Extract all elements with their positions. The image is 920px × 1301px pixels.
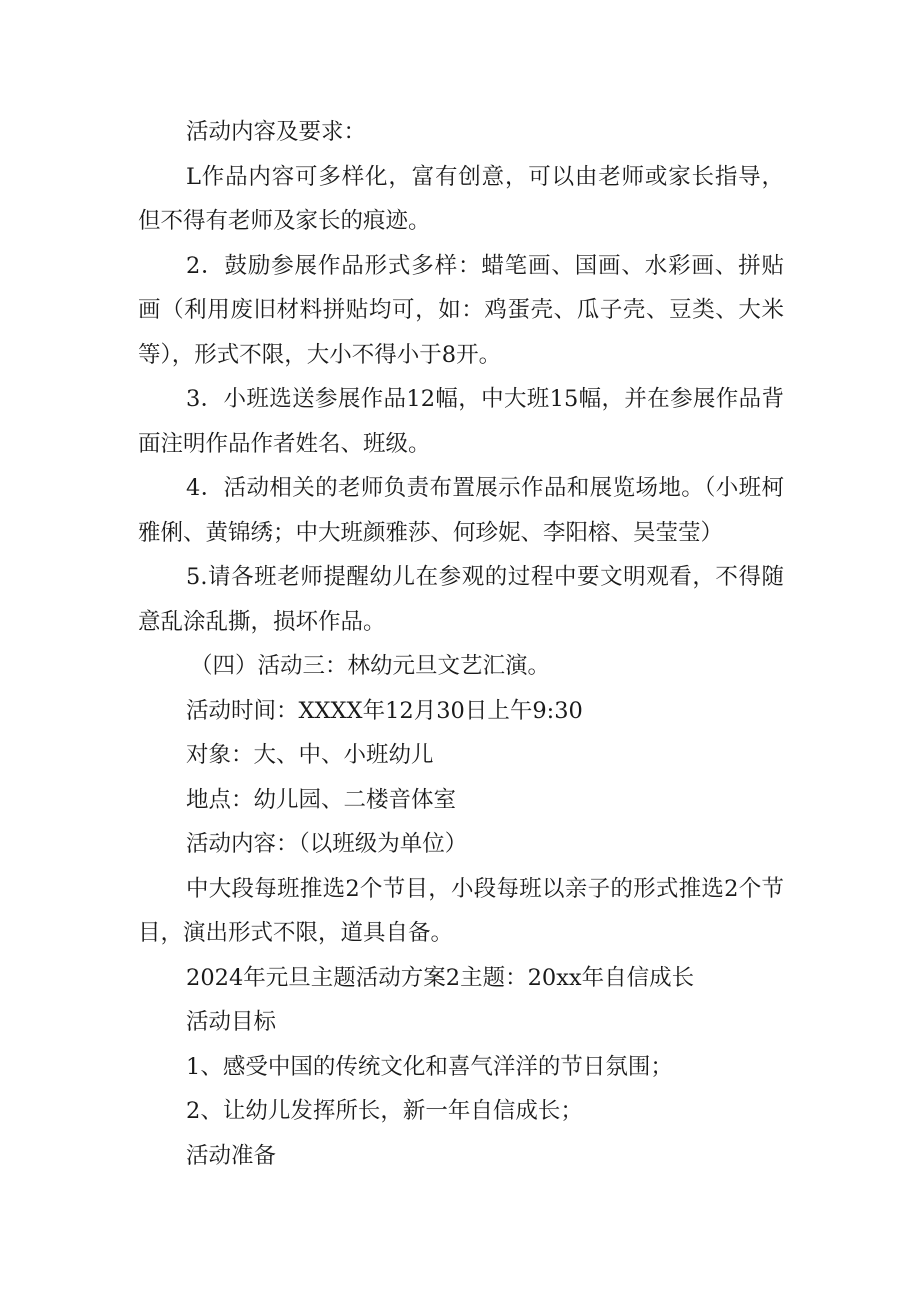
paragraph-goal-1: 1、感受中国的传统文化和喜气洋洋的节日氛围；: [186, 1053, 673, 1080]
paragraph-program-selection: 中大段每班推选2个节目，小段每班以亲子的形式推选2个节目，演出形式不限，道具自备。: [138, 875, 784, 946]
paragraph-preparation-heading: 活动准备: [186, 1142, 277, 1169]
paragraph-activity-three-heading: （四）活动三：林幼元旦文艺汇演。: [190, 653, 551, 679]
paragraph-activity-content: 活动内容：（以班级为单位）: [186, 831, 468, 857]
paragraph-location: 地点：幼儿园、二楼音体室: [186, 786, 457, 813]
paragraph-item-3: 3．小班选送参展作品12幅，中大班15幅，并在参展作品背面注明作品作者姓名、班级。: [138, 386, 784, 457]
paragraph-item-1: L作品内容可多样化，富有创意，可以由老师或家长指导，但不得有老师及家长的痕迹。: [138, 163, 784, 234]
paragraph-activity-time: 活动时间：XXXX年12月30日上午9:30: [186, 697, 583, 724]
paragraph-item-5: 5.请各班老师提醒幼儿在参观的过程中要文明观看，不得随意乱涂乱撕，损坏作品。: [138, 564, 784, 635]
paragraph-requirements-heading: 活动内容及要求：: [186, 119, 367, 145]
paragraph-item-2: 2．鼓励参展作品形式多样：蜡笔画、国画、水彩画、拼贴画（利用废旧材料拼贴均可，如：鸡蛋壳、瓜子壳、豆类、大米等），形式不限，大小不得小于8开。: [138, 252, 784, 368]
paragraph-audience: 对象：大、中、小班幼儿: [186, 742, 434, 768]
paragraph-plan-two-title: 2024年元旦主题活动方案2主题：20xx年自信成长: [186, 964, 695, 991]
paragraph-item-4: 4．活动相关的老师负责布置展示作品和展览场地。（小班柯雅俐、黄锦绣；中大班颜雅莎、何珍妮、李阳榕、吴莹莹）: [138, 475, 784, 546]
paragraph-goals-heading: 活动目标: [186, 1009, 277, 1035]
paragraph-goal-2: 2、让幼儿发挥所长，新一年自信成长；: [186, 1098, 583, 1124]
